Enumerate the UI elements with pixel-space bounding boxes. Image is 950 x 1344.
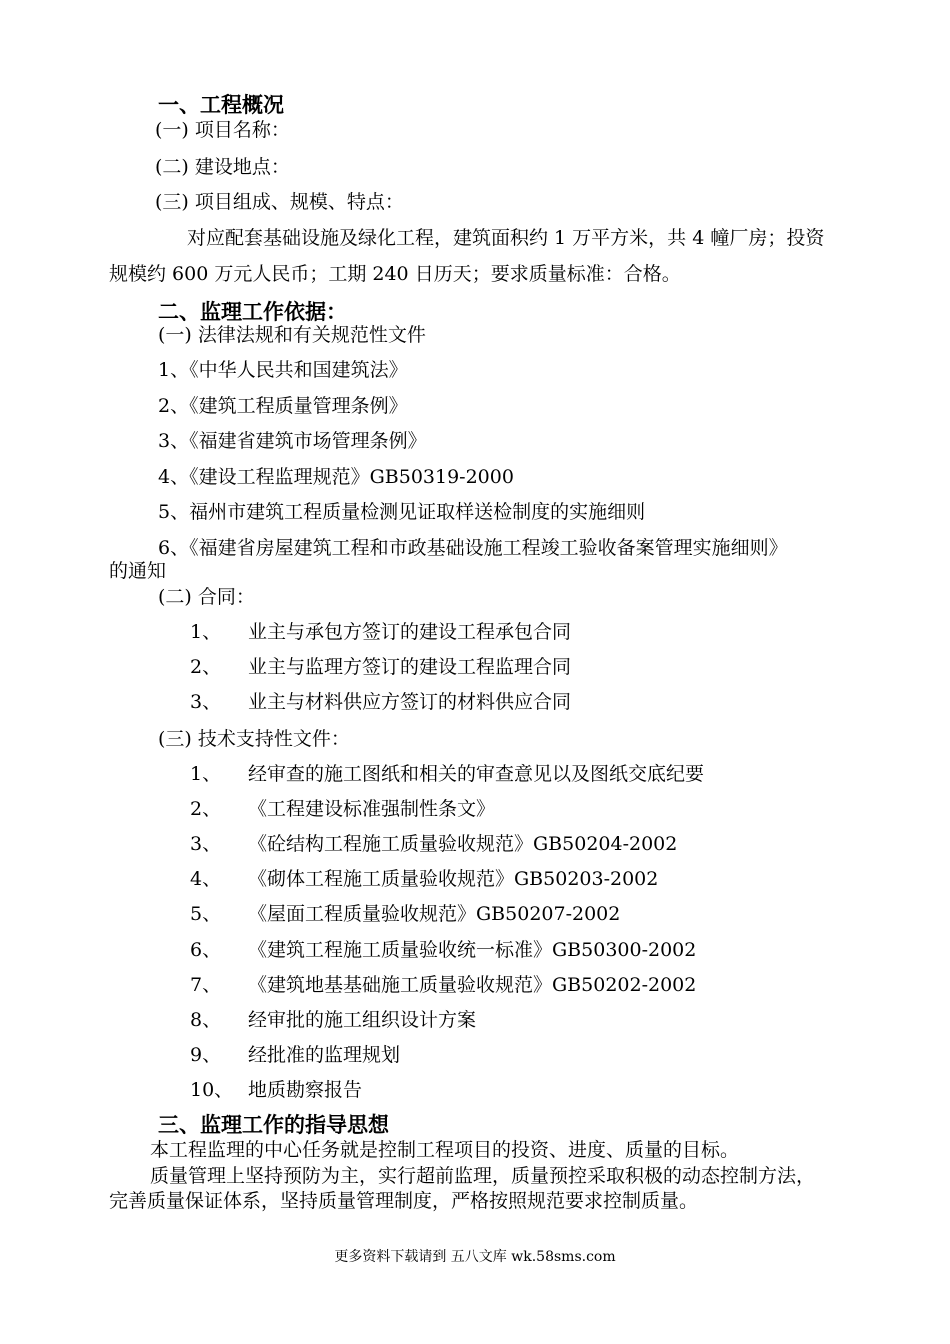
tech-item-text: 《砌体工程施工质量验收规范》GB50203-2002 [248, 868, 659, 890]
tech-item-number: 9、 [190, 1044, 222, 1066]
tech-item-number: 3、 [190, 833, 222, 855]
section2-sub3-title: (三) 技术支持性文件： [158, 728, 350, 750]
section1-paragraph-line2: 规模约 600 万元人民币；工期 240 日历天；要求质量标准：合格。 [109, 263, 681, 285]
contract-item-number: 3、 [190, 691, 222, 713]
section3-title: 三、监理工作的指导思想 [158, 1113, 389, 1137]
tech-item [190, 1008, 476, 1032]
tech-item [190, 797, 495, 821]
contract-item [190, 620, 571, 644]
tech-item [190, 938, 696, 962]
section1-item1: (一) 项目名称： [155, 119, 290, 141]
tech-item-text: 地质勘察报告 [248, 1079, 363, 1101]
section2-sub1-title: (一) 法律法规和有关规范性文件 [158, 324, 426, 346]
tech-item-number: 4、 [190, 868, 222, 890]
law-item-continuation: 的通知 [109, 560, 167, 582]
tech-item-text: 经批准的监理规划 [248, 1044, 401, 1066]
tech-item-number: 10、 [190, 1079, 234, 1101]
tech-item [190, 902, 620, 926]
section1-item3: (三) 项目组成、规模、特点： [155, 191, 404, 213]
tech-item-number: 2、 [190, 798, 222, 820]
section3-paragraph1: 本工程监理的中心任务就是控制工程项目的投资、进度、质量的目标。 [150, 1139, 740, 1161]
tech-item [190, 832, 677, 856]
tech-item-text: 《砼结构工程施工质量验收规范》GB50204-2002 [248, 833, 678, 855]
contract-item-number: 1、 [190, 621, 222, 643]
tech-item [190, 762, 704, 786]
tech-item-text: 经审查的施工图纸和相关的审查意见以及图纸交底纪要 [248, 763, 705, 785]
contract-item-number: 2、 [190, 656, 222, 678]
section2-title: 二、监理工作依据： [158, 300, 347, 324]
tech-item-text: 《工程建设标准强制性条文》 [248, 798, 496, 820]
tech-item-number: 8、 [190, 1009, 222, 1031]
law-item: 5、福州市建筑工程质量检测见证取样送检制度的实施细则 [158, 501, 646, 523]
contract-item [190, 690, 571, 714]
section1-paragraph-line1: 对应配套基础设施及绿化工程，建筑面积约 1 万平方米，共 4 幢厂房；投资 [187, 227, 825, 249]
page-footer: 更多资料下载请到 五八文库 wk.58sms.com [334, 1249, 616, 1265]
section3-paragraph2-line2: 完善质量保证体系，坚持质量管理制度，严格按照规范要求控制质量。 [109, 1190, 699, 1212]
tech-item [190, 1078, 362, 1102]
tech-item-text: 《屋面工程质量验收规范》GB50207-2002 [248, 903, 621, 925]
tech-item-number: 7、 [190, 974, 222, 996]
law-item: 2、《建筑工程质量管理条例》 [158, 395, 408, 417]
section1-title: 一、工程概况 [158, 93, 284, 117]
law-item: 3、《福建省建筑市场管理条例》 [158, 430, 427, 452]
tech-item [190, 973, 696, 997]
tech-item-text: 《建筑地基基础施工质量验收规范》GB50202-2002 [248, 974, 697, 996]
section1-item2: (二) 建设地点： [155, 156, 290, 178]
law-item: 4、《建设工程监理规范》GB50319-2000 [158, 466, 514, 488]
law-item: 1、《中华人民共和国建筑法》 [158, 359, 408, 381]
contract-item-text: 业主与监理方签订的建设工程监理合同 [248, 656, 572, 678]
law-item: 6、《福建省房屋建筑工程和市政基础设施工程竣工验收备案管理实施细则》 [158, 537, 788, 559]
section2-sub2-title: (二) 合同： [158, 586, 255, 608]
contract-item [190, 655, 571, 679]
tech-item [190, 1043, 400, 1067]
tech-item-text: 经审批的施工组织设计方案 [248, 1009, 477, 1031]
contract-item-text: 业主与承包方签订的建设工程承包合同 [248, 621, 572, 643]
section3-paragraph2-line1: 质量管理上坚持预防为主，实行超前监理，质量预控采取积极的动态控制方法， [150, 1165, 816, 1187]
tech-item-text: 《建筑工程施工质量验收统一标准》GB50300-2002 [248, 939, 697, 961]
tech-item [190, 867, 658, 891]
tech-item-number: 5、 [190, 903, 222, 925]
contract-item-text: 业主与材料供应方签订的材料供应合同 [248, 691, 572, 713]
tech-item-number: 6、 [190, 939, 222, 961]
tech-item-number: 1、 [190, 763, 222, 785]
